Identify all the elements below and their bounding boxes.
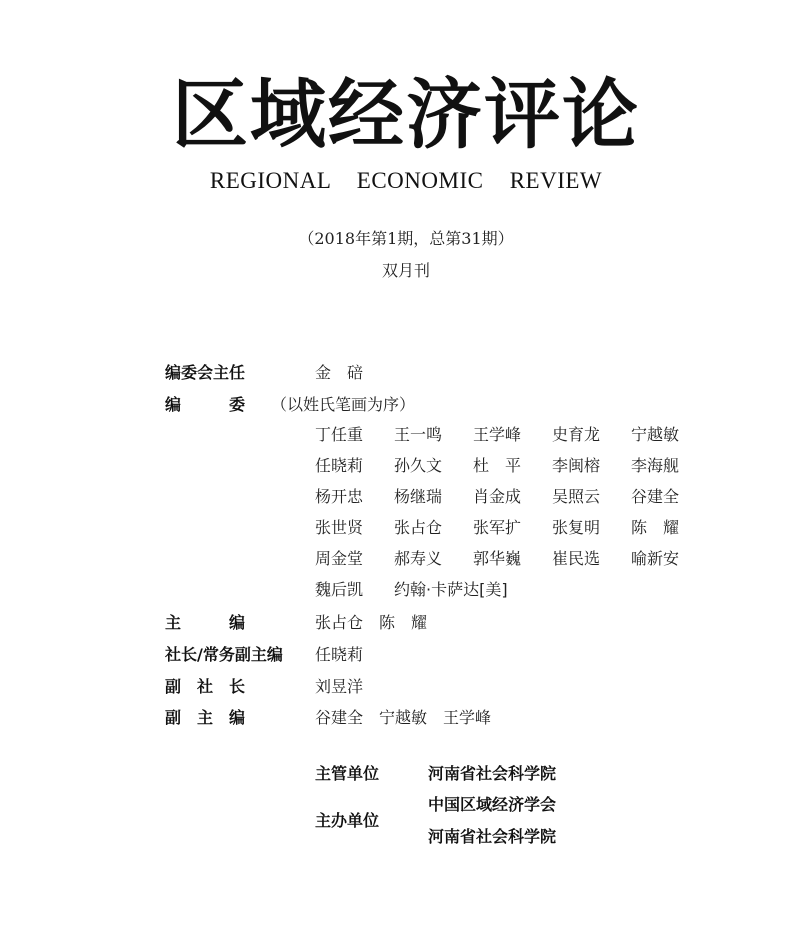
committee-members-note: （以姓氏笔画为序） <box>271 395 416 414</box>
member-row <box>315 422 715 453</box>
member-name: 张复明 <box>552 518 601 537</box>
member-name: 周金堂 <box>315 549 364 568</box>
member-name: 张世贤 <box>315 518 364 537</box>
member-name: 李闽榕 <box>552 456 601 475</box>
member-row <box>315 484 715 515</box>
member-row <box>315 577 715 608</box>
president-label: 社长/常务副主编 <box>165 645 283 664</box>
publication-frequency: 双月刊 <box>381 261 430 280</box>
member-name: 崔民选 <box>552 549 601 568</box>
member-name: 任晓莉 <box>315 456 364 475</box>
member-name: 陈 耀 <box>631 518 680 537</box>
member-name: 丁任重 <box>315 425 364 444</box>
member-name: 郭华巍 <box>473 549 522 568</box>
member-name: 王学峰 <box>473 425 522 444</box>
issue-info: （2018年第1期，总第31期） <box>298 229 514 248</box>
member-name: 杜 平 <box>473 456 522 475</box>
member-name: 张占仓 <box>394 518 443 537</box>
chief-editor-value: 张占仓 陈 耀 <box>315 613 428 632</box>
journal-chinese-title: 区域经济评论 <box>172 70 640 159</box>
journal-english-title: REGIONAL ECONOMIC REVIEW <box>209 168 603 193</box>
supervisor-label: 主管单位 <box>315 764 380 783</box>
organizer-label: 主办单位 <box>315 811 380 830</box>
vice-president-value: 刘昱洋 <box>315 677 364 696</box>
member-name: 吴照云 <box>552 487 601 506</box>
committee-director-label: 编委会主任 <box>165 363 246 382</box>
committee-members-label: 编 委 <box>165 395 246 414</box>
member-name: 史育龙 <box>552 425 601 444</box>
member-name: 杨开忠 <box>315 487 364 506</box>
member-name: 谷建全 <box>631 487 680 506</box>
member-row <box>315 515 715 546</box>
member-name: 喻新安 <box>631 549 680 568</box>
president-value: 任晓莉 <box>315 645 364 664</box>
member-name: 李海舰 <box>631 456 680 475</box>
member-name: 魏后凯 <box>315 580 364 599</box>
supervisor-value: 河南省社会科学院 <box>428 764 557 783</box>
member-name: 肖金成 <box>473 487 522 506</box>
deputy-editor-label: 副 主 编 <box>165 708 246 727</box>
chief-editor-label: 主 编 <box>165 613 246 632</box>
member-row <box>315 453 715 484</box>
vice-president-label: 副 社 长 <box>165 677 246 696</box>
committee-members-grid <box>315 422 715 608</box>
member-name: 约翰·卡萨达[美] <box>394 580 508 599</box>
organizer-value-2: 河南省社会科学院 <box>428 827 557 846</box>
member-name: 宁越敏 <box>631 425 680 444</box>
deputy-editor-value: 谷建全 宁越敏 王学峰 <box>315 708 492 727</box>
committee-director-value: 金 碚 <box>315 363 364 382</box>
member-name: 王一鸣 <box>394 425 443 444</box>
member-row <box>315 546 715 577</box>
member-name: 孙久文 <box>394 456 443 475</box>
member-name: 郝寿义 <box>394 549 443 568</box>
member-name: 杨继瑞 <box>394 487 443 506</box>
member-name: 张军扩 <box>473 518 522 537</box>
organizer-value-1: 中国区域经济学会 <box>428 795 557 814</box>
